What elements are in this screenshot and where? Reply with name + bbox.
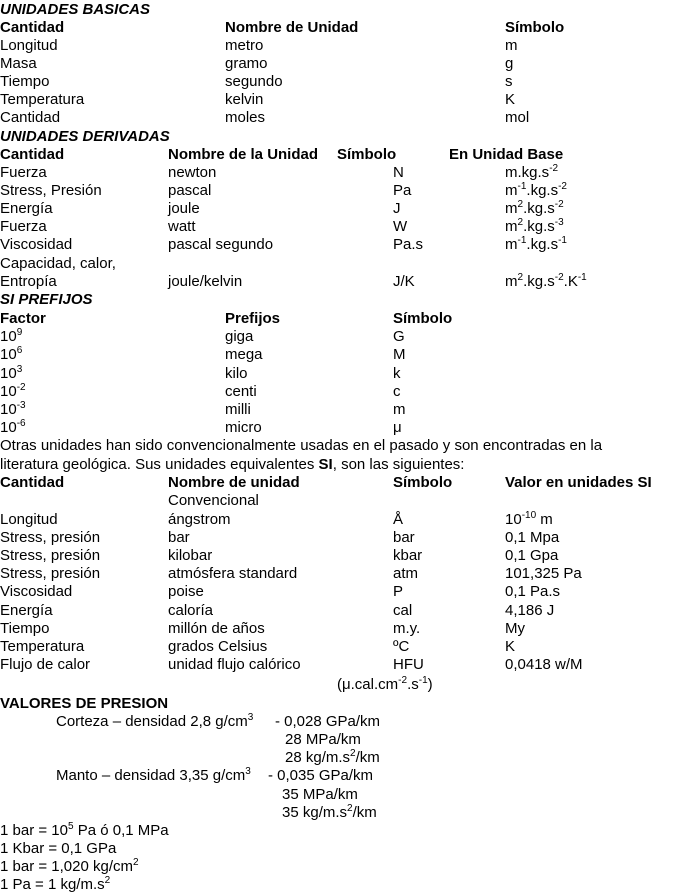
other-symbol: cal [393, 602, 413, 619]
derived-quantity: Fuerza [0, 164, 47, 181]
prefix-header-factor: Factor [0, 310, 46, 327]
other-row [0, 529, 700, 547]
other-value: $10^{-10}$ m [505, 510, 553, 528]
basic-header-row [0, 19, 700, 37]
other-quantity: Flujo de calor [0, 656, 91, 673]
equivalence-bar: 1 bar = $10^5$ Pa ó 0,1 MPa [0, 821, 169, 839]
other-symbol: P [393, 583, 404, 600]
other-value: 0,1 Gpa [505, 547, 559, 564]
basic-symbol: mol [505, 109, 530, 126]
derived-symbol: J/K [393, 273, 415, 290]
derived-base: $m^2.kg.s^{-2}$ [505, 199, 564, 217]
crust-value-mpa: 28 MPa/km [285, 731, 361, 748]
derived-base: $m^{-1}.kg.s^{-2}$ [505, 181, 567, 199]
basic-unit: metro [225, 37, 264, 54]
other-symbol: kbar [393, 547, 423, 564]
other-unit: unidad flujo calórico [168, 656, 301, 673]
basic-row [0, 55, 700, 73]
other-row [0, 656, 700, 674]
derived-symbol: Pa.s [393, 236, 424, 253]
prefix-row [0, 365, 700, 383]
derived-unit: joule/kelvin [168, 273, 243, 290]
other-row [0, 602, 700, 620]
basic-unit: gramo [225, 55, 268, 72]
other-quantity: Stress, presión [0, 565, 101, 582]
prefix-symbol: M [393, 346, 406, 363]
equivalence-pa: 1 Pa = 1 $kg/m.s^2$ [0, 875, 111, 893]
derived-base: $m^2.kg.s^{-3}$ [505, 217, 564, 235]
basic-symbol: m [505, 37, 518, 54]
prefix-header-name: Prefijos [225, 310, 281, 327]
basic-heading: UNIDADES BASICAS [0, 1, 151, 18]
derived-base: $m.kg.s^{-2}$ [505, 163, 559, 181]
mantle-density: Manto – densidad 3,35 $g/cm^3$ [56, 766, 251, 784]
derived-quantity: Energía [0, 200, 53, 217]
basic-quantity: Cantidad [0, 109, 61, 126]
basic-row [0, 73, 700, 91]
prefix-symbol: k [393, 365, 401, 382]
prefix-name: micro [225, 419, 262, 436]
derived-header-quantity: Cantidad [0, 146, 65, 163]
other-quantity: Stress, presión [0, 529, 101, 546]
other-symbol: bar [393, 529, 415, 546]
other-value: 0,1 Mpa [505, 529, 560, 546]
derived-symbol: J [393, 200, 401, 217]
prefix-row [0, 328, 700, 346]
derived-unit: joule [168, 200, 200, 217]
derived-unit: newton [168, 164, 217, 181]
prefix-symbol: m [393, 401, 406, 418]
basic-unit: kelvin [225, 91, 264, 108]
basic-quantity: Temperatura [0, 91, 85, 108]
equivalence-kbar: 1 Kbar = 0,1 GPa [0, 840, 117, 857]
derived-row [0, 164, 700, 182]
other-row [0, 547, 700, 565]
other-value: 0,1 Pa.s [505, 583, 561, 600]
other-symbol: atm [393, 565, 419, 582]
pressure-heading: VALORES DE PRESION [0, 695, 169, 712]
other-unit: poise [168, 583, 204, 600]
prefix-header-symbol: Símbolo [393, 310, 453, 327]
derived-unit: pascal segundo [168, 236, 274, 253]
derived-capacity-label: Capacidad, calor, [0, 255, 116, 272]
other-quantity: Energía [0, 602, 53, 619]
other-row [0, 638, 700, 656]
mantle-value-gpa: - 0,035 GPa/km [268, 767, 374, 784]
derived-row [0, 200, 700, 218]
prefix-name: giga [225, 328, 254, 345]
derived-symbol: Pa [393, 182, 412, 199]
basic-quantity: Masa [0, 55, 37, 72]
other-row [0, 511, 700, 529]
prefix-row [0, 419, 700, 437]
other-unit: ángstrom [168, 511, 231, 528]
basic-header-symbol: Símbolo [505, 19, 565, 36]
basic-header-unit: Nombre de Unidad [225, 19, 359, 36]
derived-unit: watt [168, 218, 196, 235]
derived-header-unit: Nombre de la Unidad [168, 146, 319, 163]
derived-heading-line [0, 128, 700, 146]
other-unit: caloría [168, 602, 214, 619]
prefix-factor: $10^3$ [0, 364, 23, 382]
other-unit: grados Celsius [168, 638, 268, 655]
other-value: 101,325 Pa [505, 565, 582, 582]
derived-header-symbol: Símbolo [337, 146, 397, 163]
basic-heading-line [0, 1, 700, 19]
prefix-row [0, 346, 700, 364]
derived-row [0, 218, 700, 236]
crust-value-gpa: - 0,028 GPa/km [275, 713, 381, 730]
prefix-factor: $10^6$ [0, 345, 23, 363]
other-quantity: Longitud [0, 511, 58, 528]
other-quantity: Tiempo [0, 620, 50, 637]
other-symbol: HFU [393, 656, 424, 673]
other-header-row [0, 474, 700, 492]
basic-row [0, 37, 700, 55]
other-header-value: Valor en unidades SI [505, 474, 652, 491]
derived-unit: pascal [168, 182, 212, 199]
other-paragraph-line-2: literatura geológica. Sus unidades equivalentes SI, son las siguientes: [0, 456, 465, 473]
other-header-sub-line [0, 492, 700, 510]
other-unit: bar [168, 529, 190, 546]
derived-quantity: Entropía [0, 273, 57, 290]
prefix-factor: $10^{-2}$ [0, 382, 26, 400]
other-row [0, 565, 700, 583]
prefix-name: centi [225, 383, 257, 400]
prefix-name: kilo [225, 365, 248, 382]
prefix-name: mega [225, 346, 263, 363]
derived-row [0, 273, 700, 291]
basic-quantity: Longitud [0, 37, 58, 54]
derived-row [0, 236, 700, 254]
prefix-factor: $10^9$ [0, 327, 23, 345]
basic-symbol: g [505, 55, 514, 72]
derived-symbol: W [393, 218, 408, 235]
other-header-symbol: Símbolo [393, 474, 453, 491]
basic-unit: moles [225, 109, 266, 126]
other-header-unit: Nombre de unidad [168, 474, 300, 491]
prefix-symbol: G [393, 328, 405, 345]
derived-quantity: Viscosidad [0, 236, 73, 253]
other-quantity: Stress, presión [0, 547, 101, 564]
other-value: K [505, 638, 516, 655]
basic-header-quantity: Cantidad [0, 19, 65, 36]
derived-capacity-line [0, 255, 700, 273]
hfu-note: $(\mu.cal.cm^{-2}.s^{-1})$ [337, 675, 433, 693]
basic-quantity: Tiempo [0, 73, 50, 90]
other-row [0, 620, 700, 638]
other-quantity: Viscosidad [0, 583, 73, 600]
prefix-heading-line [0, 291, 700, 309]
other-unit: atmósfera standard [168, 565, 298, 582]
crust-value-kg: 28 $kg/m.s^2/km$ [285, 748, 380, 766]
basic-row [0, 109, 700, 127]
derived-quantity: Fuerza [0, 218, 47, 235]
prefix-symbol: μ [393, 419, 402, 436]
prefix-row [0, 383, 700, 401]
prefix-factor: $10^{-6}$ [0, 418, 26, 436]
other-unit: millón de años [168, 620, 265, 637]
basic-symbol: K [505, 91, 516, 108]
other-header-quantity: Cantidad [0, 474, 65, 491]
prefix-name: milli [225, 401, 251, 418]
other-unit: kilobar [168, 547, 213, 564]
basic-row [0, 91, 700, 109]
other-value: 4,186 J [505, 602, 555, 619]
derived-header-row [0, 146, 700, 164]
prefix-header-row [0, 310, 700, 328]
other-symbol: ºC [393, 638, 410, 655]
derived-symbol: N [393, 164, 404, 181]
prefix-symbol: c [393, 383, 401, 400]
prefix-factor: $10^{-3}$ [0, 400, 26, 418]
other-value: My [505, 620, 525, 637]
other-symbol: m.y. [393, 620, 421, 637]
prefix-heading: SI PREFIJOS [0, 291, 93, 308]
derived-base: $m^2.kg.s^{-2}.K^{-1}$ [505, 272, 587, 290]
other-value: 0,0418 w/M [505, 656, 583, 673]
derived-header-base: En Unidad Base [449, 146, 564, 163]
crust-density: Corteza – densidad 2,8 $g/cm^3$ [56, 712, 254, 730]
other-header-sub: Convencional [168, 492, 259, 509]
prefix-row [0, 401, 700, 419]
basic-symbol: s [505, 73, 513, 90]
derived-heading: UNIDADES DERIVADAS [0, 128, 170, 145]
basic-unit: segundo [225, 73, 283, 90]
derived-row [0, 182, 700, 200]
other-quantity: Temperatura [0, 638, 85, 655]
mantle-value-kg: 35 $kg/m.s^2/km$ [282, 803, 377, 821]
other-paragraph-line-1: Otras unidades han sido convencionalmente usadas en el pasado y son encontradas en la [0, 437, 603, 454]
mantle-value-mpa: 35 MPa/km [282, 786, 358, 803]
other-row [0, 583, 700, 601]
other-symbol: Å [393, 511, 404, 528]
equivalence-bar-kg: 1 bar = 1,020 $kg/cm^2$ [0, 857, 139, 875]
derived-quantity: Stress, Presión [0, 182, 102, 199]
derived-base: $m^{-1}.kg.s^{-1}$ [505, 235, 567, 253]
